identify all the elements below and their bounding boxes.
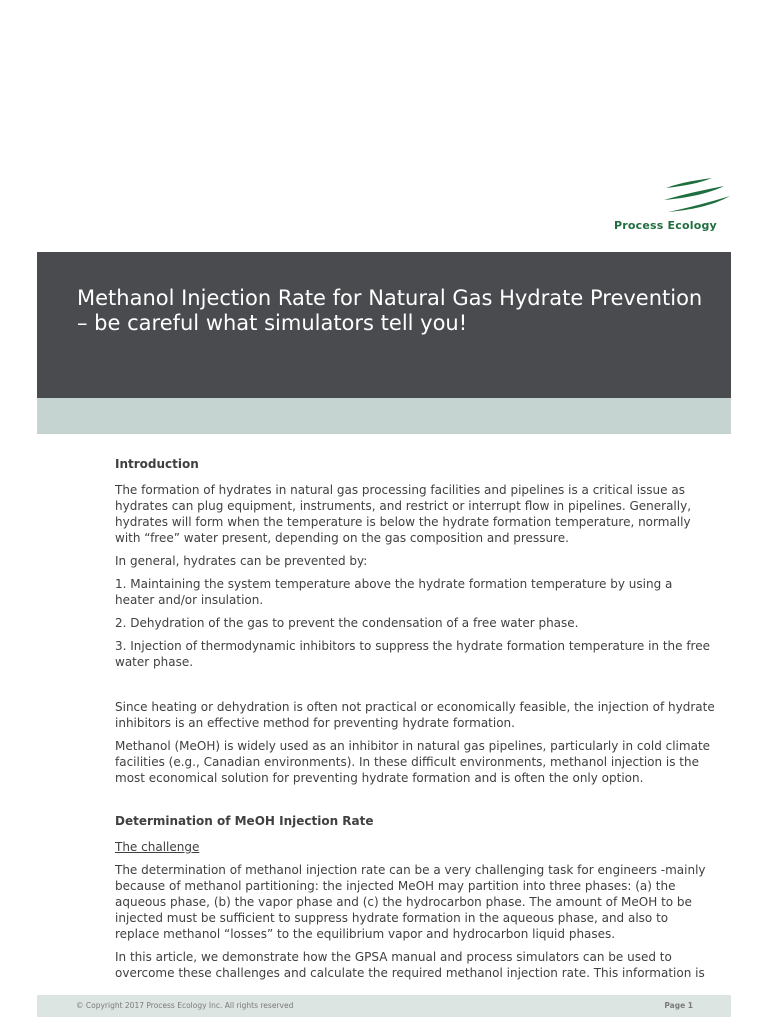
subheading-challenge: The challenge xyxy=(115,840,200,854)
section-heading-determination: Determination of MeOH Injection Rate xyxy=(115,814,374,828)
page-number: Page 1 xyxy=(664,1001,693,1010)
company-logo xyxy=(606,176,736,234)
leaf-swoosh-icon xyxy=(662,176,732,218)
intro-paragraph-1: The formation of hydrates in natural gas processing facilities and pipelines is a critical issue as hydrates can plug equipment, instruments, and restrict or interrupt flow in pipelines. Generally, hydrates will form when the temperature is below the hydrate formation temperature, normally with “free” water present, depending on the gas composition and pressure. xyxy=(115,483,692,545)
prevention-item-1: 1. Maintaining the system temperature above the hydrate formation temperature by using a heater and/or insulation. xyxy=(115,577,673,607)
title-subband xyxy=(37,398,731,434)
copyright-text: © Copyright 2017 Process Ecology Inc. All rights reserved xyxy=(76,1001,294,1010)
spacer xyxy=(115,793,715,813)
intro-paragraph-3: Since heating or dehydration is often not practical or economically feasible, the injection of hydrate inhibitors is an effective method for preventing hydrate formation. xyxy=(115,700,715,730)
page-footer xyxy=(37,995,731,1017)
title-banner xyxy=(37,252,731,398)
determination-paragraph-1: The determination of methanol injection rate can be a very challenging task for engineers -mainly because of methanol partitioning: the injected MeOH may partition into three phases: (a) the aqueous phase, (b) the vapor phase and (c) the hydrocarbon phase. The amount of MeOH to be injected must be sufficient to suppress hydrate formation in the aqueous phase, and also to replace methanol “losses” to the equilibrium vapor and hydrocarbon liquid phases. xyxy=(115,863,706,941)
prevention-item-2: 2. Dehydration of the gas to prevent the condensation of a free water phase. xyxy=(115,616,579,630)
intro-paragraph-2: In general, hydrates can be prevented by: xyxy=(115,554,368,568)
logo-text: Process Ecology xyxy=(614,219,717,232)
article-body xyxy=(115,456,715,988)
document-title: Methanol Injection Rate for Natural Gas Hydrate Prevention – be careful what simulators tell you! xyxy=(77,286,703,335)
prevention-item-3: 3. Injection of thermodynamic inhibitors to suppress the hydrate formation temperature in the free water phase. xyxy=(115,639,710,669)
intro-paragraph-4: Methanol (MeOH) is widely used as an inhibitor in natural gas pipelines, particularly in cold climate facilities (e.g., Canadian environments). In these difficult environments, methanol injection is the most economical solution for preventing hydrate formation and is often the only option. xyxy=(115,739,711,785)
determination-paragraph-2: In this article, we demonstrate how the GPSA manual and process simulators can be used to overcome these challenges and calculate the required methanol injection rate. This information is xyxy=(115,950,705,980)
section-heading-introduction: Introduction xyxy=(115,457,199,471)
spacer xyxy=(115,677,715,699)
